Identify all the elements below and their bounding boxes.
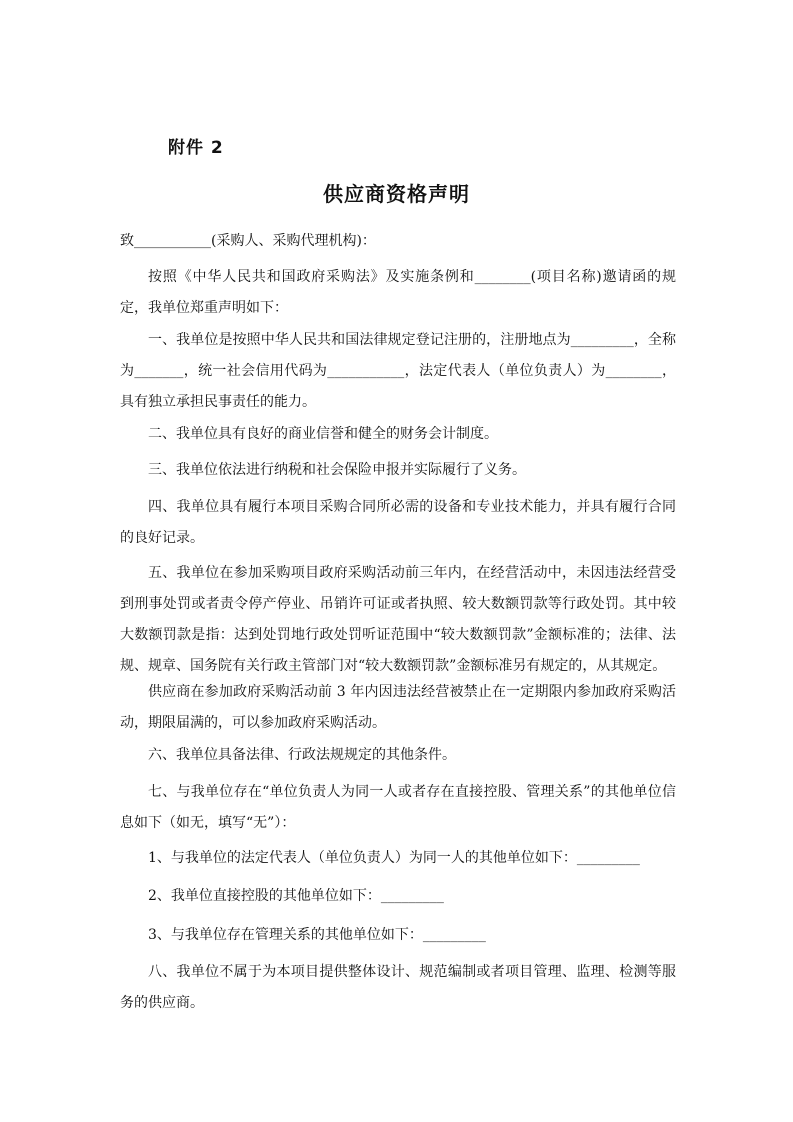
clause-7-item-2: 2、我单位直接控股的其他单位如下：_________ bbox=[148, 888, 444, 904]
page-title: 供应商资格声明 bbox=[323, 182, 470, 206]
clause-4: 四、我单位具有履行本项目采购合同所必需的设备和专业技术能力，并具有履行合同的良好记录。 bbox=[120, 499, 676, 546]
salutation: 致___________(采购人、采购代理机构)： bbox=[120, 233, 376, 249]
clause-3: 三、我单位依法进行纳税和社会保险申报并实际履行了义务。 bbox=[148, 462, 526, 478]
intro-paragraph: 按照《中华人民共和国政府采购法》及实施条例和________(项目名称)邀请函的规定，我单位郑重声明如下： bbox=[120, 269, 676, 316]
clause-7-item-1: 1、与我单位的法定代表人（单位负责人）为同一人的其他单位如下：_________ bbox=[148, 850, 640, 866]
clause-5: 五、我单位在参加采购项目政府采购活动前三年内，在经营活动中，未因违法经营受到刑事处罚或者责令停产停业、吊销许可证或者执照、较大数额罚款等行政处罚。其中较大数额罚款是指：达到处罚地行政处罚听证范围中“较大数额罚款”金额标准的；法律、法规、规章、国务院有关行政主管部门对“较大数额罚款”金额标准另有规定的，从其规定。 bbox=[120, 565, 676, 674]
clause-1: 一、我单位是按照中华人民共和国法律规定登记注册的，注册地点为_________，全称为_______，统一社会信用代码为___________，法定代表人（单位负责人）为________，具有独立承担民事责任的能力。 bbox=[120, 332, 676, 410]
clause-5-note: 供应商在参加政府采购活动前 3 年内因违法经营被禁止在一定期限内参加政府采购活动，期限届满的，可以参加政府采购活动。 bbox=[120, 684, 676, 731]
clause-7: 七、与我单位存在“单位负责人为同一人或者存在直接控股、管理关系”的其他单位信息如下（如无，填写“无”）： bbox=[120, 784, 676, 831]
clause-7-item-3: 3、与我单位存在管理关系的其他单位如下：_________ bbox=[148, 927, 486, 943]
clause-8: 八、我单位不属于为本项目提供整体设计、规范编制或者项目管理、监理、检测等服务的供应商。 bbox=[120, 964, 676, 1011]
clause-6: 六、我单位具备法律、行政法规规定的其他条件。 bbox=[148, 747, 456, 763]
clause-2: 二、我单位具有良好的商业信誉和健全的财务会计制度。 bbox=[148, 426, 498, 442]
attachment-label: 附件 2 bbox=[168, 138, 224, 158]
